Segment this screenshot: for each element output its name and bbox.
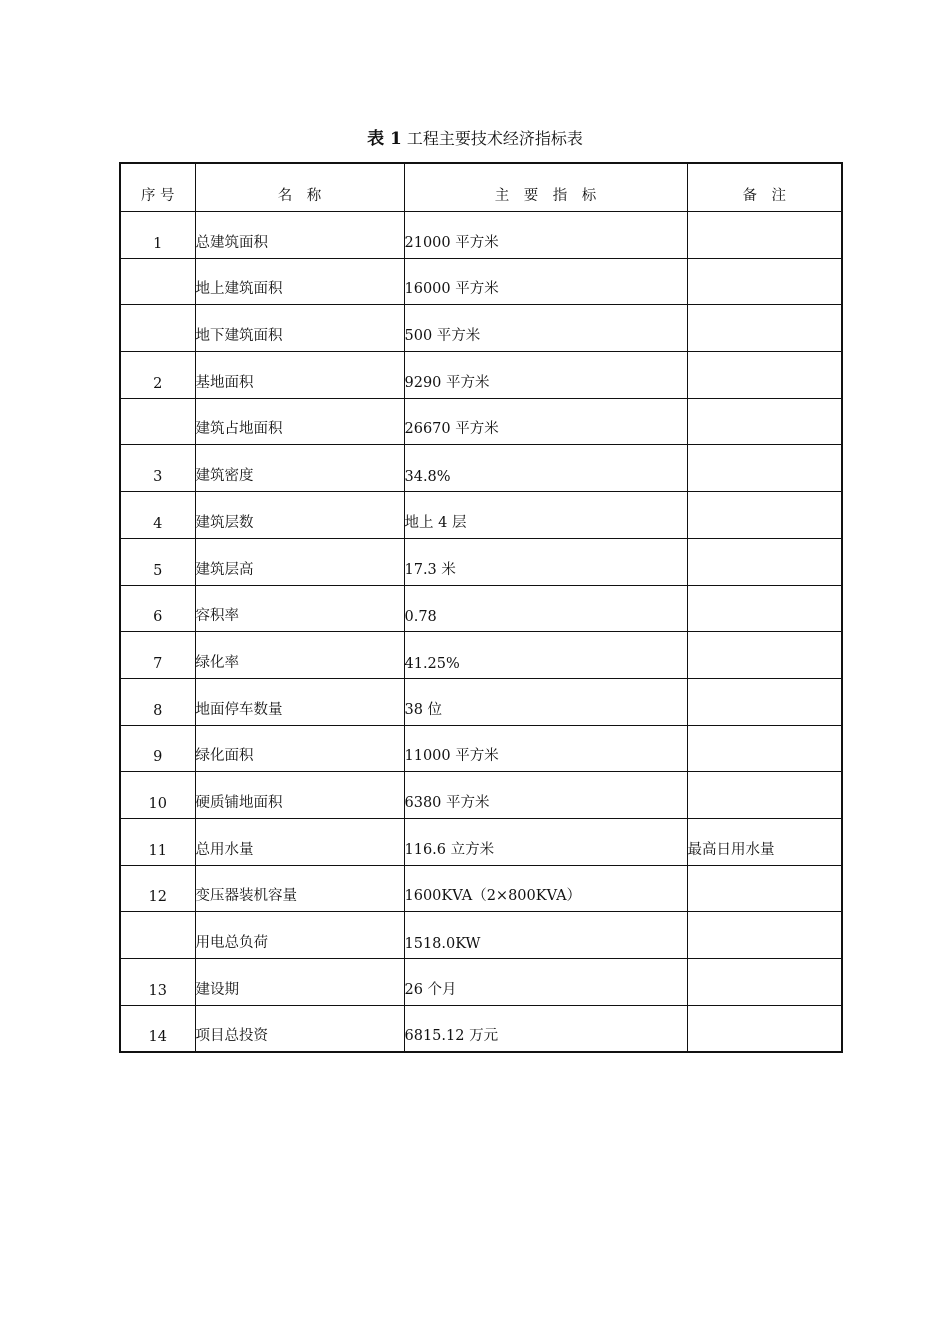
cell-name: 建筑密度 <box>195 445 404 492</box>
cell-name: 容积率 <box>195 585 404 632</box>
cell-name: 总用水量 <box>195 818 404 865</box>
table-row <box>120 585 842 632</box>
cell-note <box>687 212 842 259</box>
cell-no <box>120 398 195 445</box>
table-row <box>120 305 842 352</box>
table-row <box>120 865 842 912</box>
table-caption <box>0 128 950 150</box>
cell-no: 6 <box>120 585 195 632</box>
table-row <box>120 258 842 305</box>
cell-value: 地上 4 层 <box>404 492 687 539</box>
cell-note <box>687 959 842 1006</box>
cell-name: 基地面积 <box>195 352 404 399</box>
table-row <box>120 212 842 259</box>
cell-value: 116.6 立方米 <box>404 818 687 865</box>
cell-note <box>687 585 842 632</box>
cell-no <box>120 912 195 959</box>
table-row <box>120 445 842 492</box>
cell-no <box>120 305 195 352</box>
cell-no: 9 <box>120 725 195 772</box>
cell-no <box>120 258 195 305</box>
cell-no: 1 <box>120 212 195 259</box>
cell-name: 绿化面积 <box>195 725 404 772</box>
cell-value: 16000 平方米 <box>404 258 687 305</box>
cell-value: 9290 平方米 <box>404 352 687 399</box>
cell-note <box>687 305 842 352</box>
header-note: 备 注 <box>687 163 842 212</box>
cell-note <box>687 352 842 399</box>
cell-value: 26670 平方米 <box>404 398 687 445</box>
table-row <box>120 352 842 399</box>
cell-no: 12 <box>120 865 195 912</box>
cell-note: 最高日用水量 <box>687 818 842 865</box>
cell-no: 4 <box>120 492 195 539</box>
cell-name: 总建筑面积 <box>195 212 404 259</box>
cell-no: 2 <box>120 352 195 399</box>
table-row <box>120 959 842 1006</box>
cell-value: 6815.12 万元 <box>404 1005 687 1052</box>
table-number: 表 1 <box>367 129 402 149</box>
cell-no: 3 <box>120 445 195 492</box>
cell-note <box>687 398 842 445</box>
cell-no: 14 <box>120 1005 195 1052</box>
cell-name: 硬质铺地面积 <box>195 772 404 819</box>
cell-value: 38 位 <box>404 678 687 725</box>
cell-name: 地面停车数量 <box>195 678 404 725</box>
cell-name: 建筑占地面积 <box>195 398 404 445</box>
cell-note <box>687 1005 842 1052</box>
cell-name: 项目总投资 <box>195 1005 404 1052</box>
cell-value: 41.25% <box>404 632 687 679</box>
cell-name: 建筑层数 <box>195 492 404 539</box>
cell-note <box>687 492 842 539</box>
cell-value: 0.78 <box>404 585 687 632</box>
cell-value: 1518.0KW <box>404 912 687 959</box>
table-row <box>120 818 842 865</box>
cell-note <box>687 678 842 725</box>
cell-no: 5 <box>120 538 195 585</box>
cell-note <box>687 772 842 819</box>
cell-name: 建筑层高 <box>195 538 404 585</box>
header-value: 主 要 指 标 <box>404 163 687 212</box>
table-body <box>120 212 842 1053</box>
table-row <box>120 632 842 679</box>
table-row <box>120 725 842 772</box>
cell-no: 7 <box>120 632 195 679</box>
cell-name: 用电总负荷 <box>195 912 404 959</box>
table-row <box>120 538 842 585</box>
table-row <box>120 492 842 539</box>
header-row <box>120 163 842 212</box>
cell-no: 11 <box>120 818 195 865</box>
cell-value: 1600KVA（2×800KVA） <box>404 865 687 912</box>
cell-value: 17.3 米 <box>404 538 687 585</box>
table-row <box>120 398 842 445</box>
cell-value: 26 个月 <box>404 959 687 1006</box>
cell-name: 绿化率 <box>195 632 404 679</box>
cell-no: 13 <box>120 959 195 1006</box>
cell-name: 变压器装机容量 <box>195 865 404 912</box>
cell-note <box>687 865 842 912</box>
cell-value: 500 平方米 <box>404 305 687 352</box>
indicator-table <box>119 162 843 1053</box>
cell-note <box>687 725 842 772</box>
table-title: 工程主要技术经济指标表 <box>406 129 583 148</box>
cell-note <box>687 538 842 585</box>
cell-no: 10 <box>120 772 195 819</box>
table-row <box>120 1005 842 1052</box>
header-name: 名 称 <box>195 163 404 212</box>
table-row <box>120 772 842 819</box>
cell-note <box>687 912 842 959</box>
table-row <box>120 912 842 959</box>
header-no: 序 号 <box>120 163 195 212</box>
cell-note <box>687 445 842 492</box>
cell-value: 21000 平方米 <box>404 212 687 259</box>
cell-no: 8 <box>120 678 195 725</box>
table-row <box>120 678 842 725</box>
cell-value: 6380 平方米 <box>404 772 687 819</box>
cell-name: 地下建筑面积 <box>195 305 404 352</box>
cell-name: 建设期 <box>195 959 404 1006</box>
cell-value: 34.8% <box>404 445 687 492</box>
cell-note <box>687 258 842 305</box>
cell-note <box>687 632 842 679</box>
cell-value: 11000 平方米 <box>404 725 687 772</box>
cell-name: 地上建筑面积 <box>195 258 404 305</box>
